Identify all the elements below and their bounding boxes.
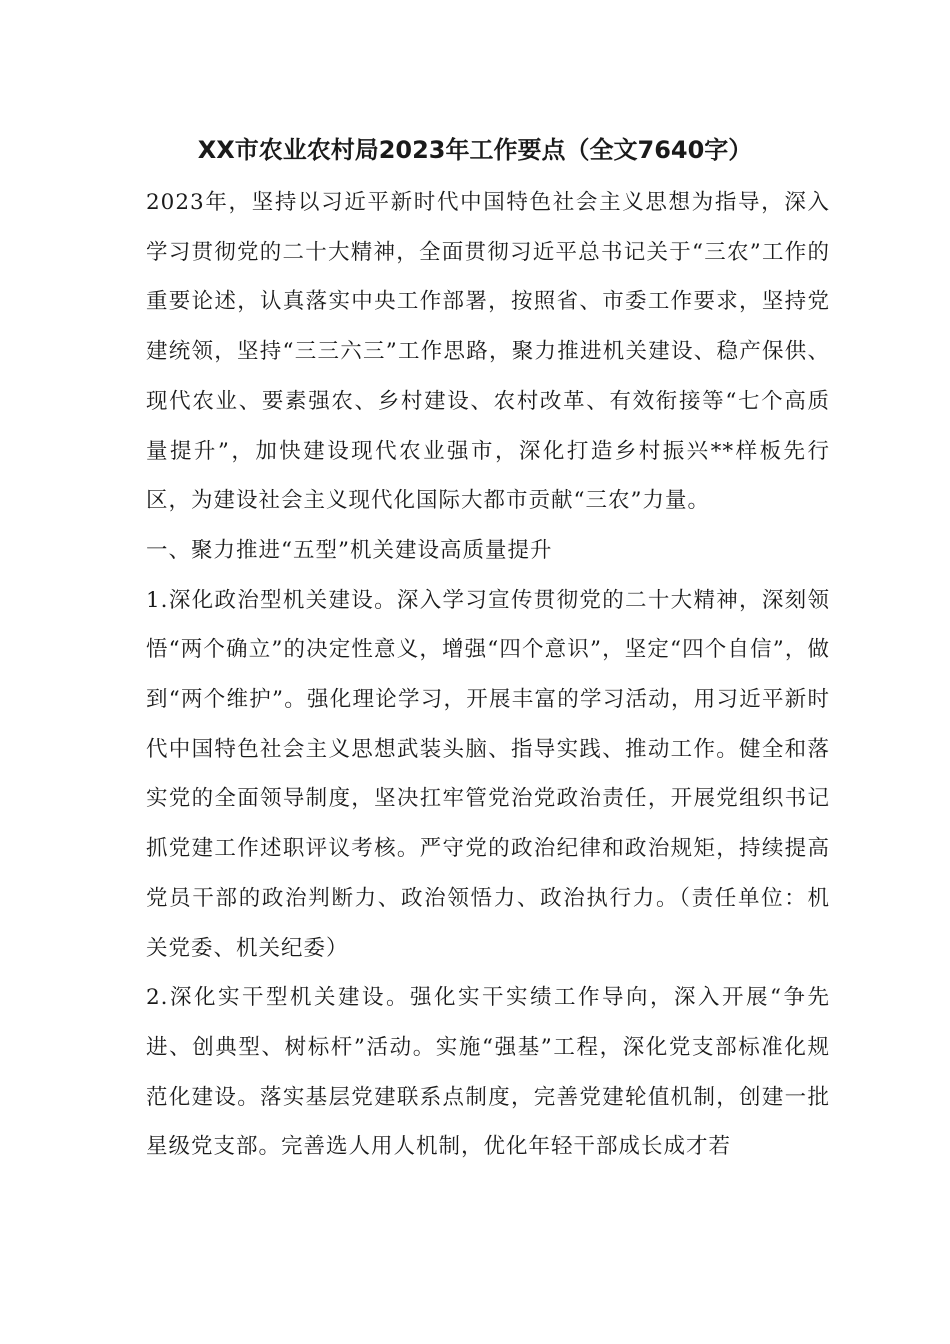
item-paragraph-1: 1.深化政治型机关建设。深入学习宣传贯彻党的二十大精神，深刻领悟“两个确立”的决定性意义，增强“四个意识”，坚定“四个自信”，做到“两个维护”。强化理论学习，开展丰富的学习活动，用习近平新时代中国特色社会主义思想武装头脑、指导实践、推动工作。健全和落实党的全面领导制度，坚决扛牢管党治党政治责任，开展党组织书记抓党建工作述职评议考核。严守党的政治纪律和政治规矩，持续提高党员干部的政治判断力、政治领悟力、政治执行力。（责任单位：机关党委、机关纪委） [146,587,830,961]
document-body [146,178,830,1172]
item-paragraph-2: 2.深化实干型机关建设。强化实干实绩工作导向，深入开展“争先进、创典型、树标杆”活动。实施“强基”工程，深化党支部标准化规范化建设。落实基层党建联系点制度，完善党建轮值机制，创建一批星级党支部。完善选人用人机制，优化年轻干部成长成才若 [146,985,830,1160]
document-title: XX市农业农村局2023年工作要点（全文7640字） [197,136,753,164]
intro-paragraph: 2023年，坚持以习近平新时代中国特色社会主义思想为指导，深入学习贯彻党的二十大精神，全面贯彻习近平总书记关于“三农”工作的重要论述，认真落实中央工作部署，按照省、市委工作要求，坚持党建统领，坚持“三三六三”工作思路，聚力推进机关建设、稳产保供、现代农业、要素强农、乡村建设、农村改革、有效衔接等“七个高质量提升”，加快建设现代农业强市，深化打造乡村振兴**样板先行区，为建设社会主义现代化国际大都市贡献“三农”力量。 [146,190,830,514]
section-heading-1: 一、聚力推进“五型”机关建设高质量提升 [146,537,553,563]
